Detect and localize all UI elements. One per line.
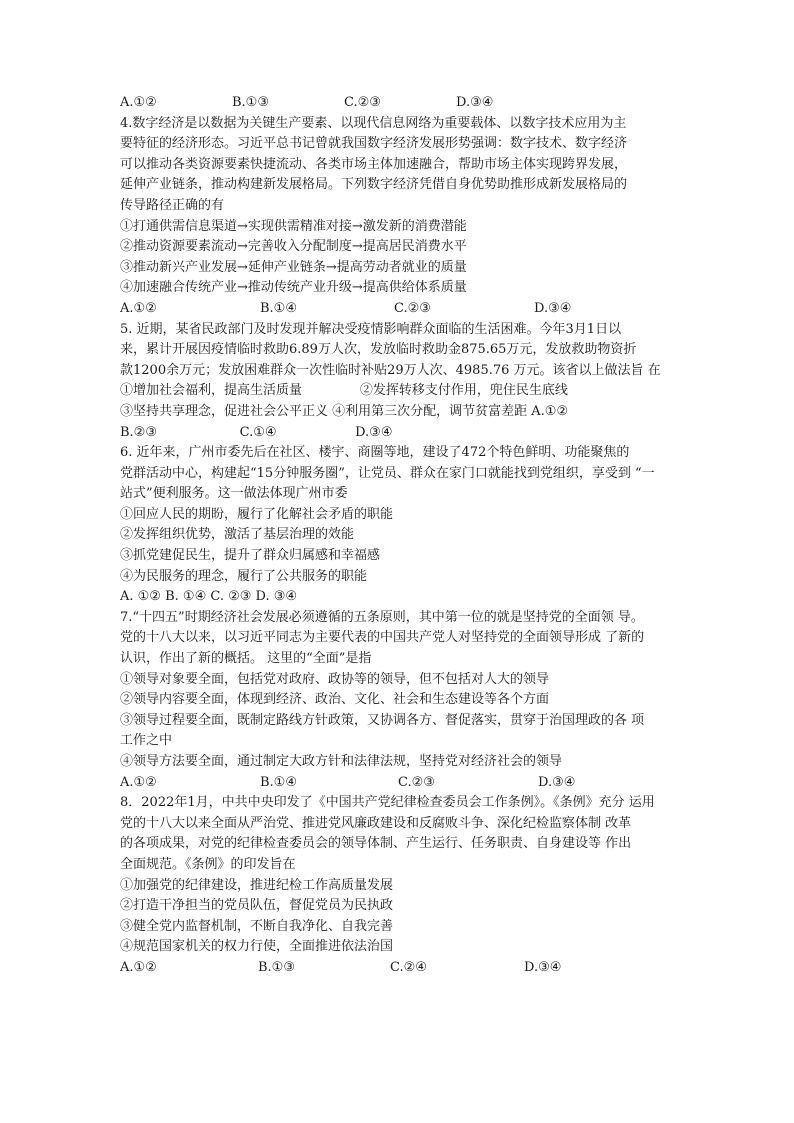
answer-item: ②领导内容要全面，体现到经济、政治、文化、社会和生态建设等各个方面 xyxy=(120,692,550,708)
question-4 xyxy=(120,114,680,320)
answer-options: A. ①② B. ①④ C. ②③ D. ③④ xyxy=(120,589,298,605)
question-7 xyxy=(120,608,680,793)
question-text: 8．2022年1月，中共中央印发了《中国共产党纪律检查委员会工作条例》。《条例》充分 运用 xyxy=(120,795,655,811)
option-a: A.①② xyxy=(120,959,157,975)
option-c: C.②③ xyxy=(398,774,435,790)
question-text: 可以推动各类资源要素快捷流动、各类市场主体加速融合，帮助市场主体实现跨界发展， xyxy=(120,156,628,172)
q4-options xyxy=(120,299,680,320)
answer-item: ④加速融合传统产业→推动传统产业升级→提高供给体系质量 xyxy=(120,280,467,296)
question-text: 党的十八大以来全面从严治党、推进党风廉政建设和反腐败斗争、深化纪检监察体制 改革 xyxy=(120,815,632,831)
q3-options xyxy=(120,93,680,114)
option-d: D.③④ xyxy=(538,774,576,790)
answer-options: B.②③ C.①④ D.③④ xyxy=(120,424,393,440)
answer-item: ①回应人民的期盼，履行了化解社会矛盾的职能 xyxy=(120,506,394,522)
q8-options xyxy=(120,958,680,979)
question-text: 的各项成果，对党的纪律检查委员会的领导体制、产生运行、任务职责、自身建设等 作出 xyxy=(120,836,632,852)
option-d: D.③④ xyxy=(456,95,494,110)
answer-item: ①加强党的纪律建设，推进纪检工作高质量发展 xyxy=(120,877,394,893)
answer-item: ②推动资源要素流动→完善收入分配制度→提高居民消费水平 xyxy=(120,239,467,255)
answer-item: ③坚持共享理念，促进社会公平正义 ④利用第三次分配，调节贫富差距 A.①② xyxy=(120,403,569,419)
answer-item: ①增加社会福利，提高生活质量 ②发挥转移支付作用，兜住民生底线 xyxy=(120,383,568,399)
question-text: 延伸产业链条，推动构建新发展格局。下列数字经济凭借自身优势助推形成新发展格局的 xyxy=(120,177,628,193)
answer-item: ③推动新兴产业发展→延伸产业链条→提高劳动者就业的质量 xyxy=(120,259,467,275)
option-c: C.②③ xyxy=(394,300,431,316)
question-text: 7.“十四五”时期经济社会发展必须遵循的五条原则，其中第一位的就是坚持党的全面领 导。 xyxy=(120,609,644,625)
answer-item: ③健全党内监督机制，不断自我净化、自我完善 xyxy=(120,918,394,934)
option-a: A.①② xyxy=(120,774,157,790)
question-text: 款1200余万元；发放困难群众一次性临时补贴29万人次、4985.76 万元。该省以上做法旨 在 xyxy=(120,362,661,378)
question-text: 要特征的经济形态。习近平总书记曾就我国数字经济发展形势强调：数字技术、数字经济 xyxy=(120,136,628,152)
option-d: D.③④ xyxy=(534,300,572,316)
answer-item: ②发挥组织优势，激活了基层治理的效能 xyxy=(120,527,355,543)
option-a: A.①② xyxy=(120,95,157,110)
answer-item: ①领导对象要全面，包括党对政府、政协等的领导，但不包括对人大的领导 xyxy=(120,671,550,687)
answer-item: 工作之中 xyxy=(120,733,173,749)
question-6 xyxy=(120,443,680,608)
option-b: B.①④ xyxy=(260,774,297,790)
option-c: C.②③ xyxy=(344,95,381,110)
answer-item: ④规范国家机关的权力行使，全面推进依法治国 xyxy=(120,939,394,955)
answer-item: ③领导过程要全面，既制定路线方针政策，又协调各方、督促落实，贯穿于治国理政的各 项 xyxy=(120,712,645,728)
option-b: B.①③ xyxy=(258,959,295,975)
option-d: D.③④ xyxy=(524,959,562,975)
question-text: 党的十八大以来，以习近平同志为主要代表的中国共产党人对坚持党的全面领导形成 了新的 xyxy=(120,630,645,646)
q7-options xyxy=(120,773,680,794)
question-text: 6. 近年来，广州市委先后在社区、楼宇、商圈等地，建设了472个特色鲜明、功能聚焦的 xyxy=(120,445,630,461)
answer-item: ①打通供需信息渠道→实现供需精准对接→激发新的消费潜能 xyxy=(120,218,467,234)
question-8 xyxy=(120,793,680,978)
option-c: C.②④ xyxy=(390,959,427,975)
answer-item: ④为民服务的理念，履行了公共服务的职能 xyxy=(120,568,368,584)
question-text: 全面规范。《条例》的印发旨在 xyxy=(120,856,296,872)
exam-page xyxy=(120,93,680,979)
question-text: 认识，作出了新的概括。 这里的“全面”是指 xyxy=(120,651,372,667)
question-text: 传导路径正确的有 xyxy=(120,197,225,213)
question-5 xyxy=(120,320,680,444)
option-b: B.①④ xyxy=(260,300,297,316)
answer-item: ②打造干净担当的党员队伍，督促党员为民执政 xyxy=(120,898,394,914)
question-text: 站式”便利服务。这一做法体现广州市委 xyxy=(120,486,348,502)
option-b: B.①③ xyxy=(232,95,269,110)
answer-item: ④领导方法要全面，通过制定大政方针和法律法规，坚持党对经济社会的领导 xyxy=(120,754,563,769)
answer-item: ③抓党建促民生，提升了群众归属感和幸福感 xyxy=(120,548,381,564)
question-text: 5. 近期，某省民政部门及时发现并解决受疫情影响群众面临的生活困难。今年3月1日以 xyxy=(120,321,622,337)
option-a: A.①② xyxy=(120,300,157,316)
question-text: 党群活动中心，构建起“15分钟服务圈”，让党员、群众在家门口就能找到党组织，享受到 “一 xyxy=(120,465,655,481)
question-text: 4.数字经济是以数据为关键生产要素、以现代信息网络为重要载体、以数字技术应用为主 xyxy=(120,115,627,131)
question-text: 来，累计开展因疫情临时救助6.89万人次，发放临时救助金875.65万元，发放救助物资折 xyxy=(120,342,637,358)
